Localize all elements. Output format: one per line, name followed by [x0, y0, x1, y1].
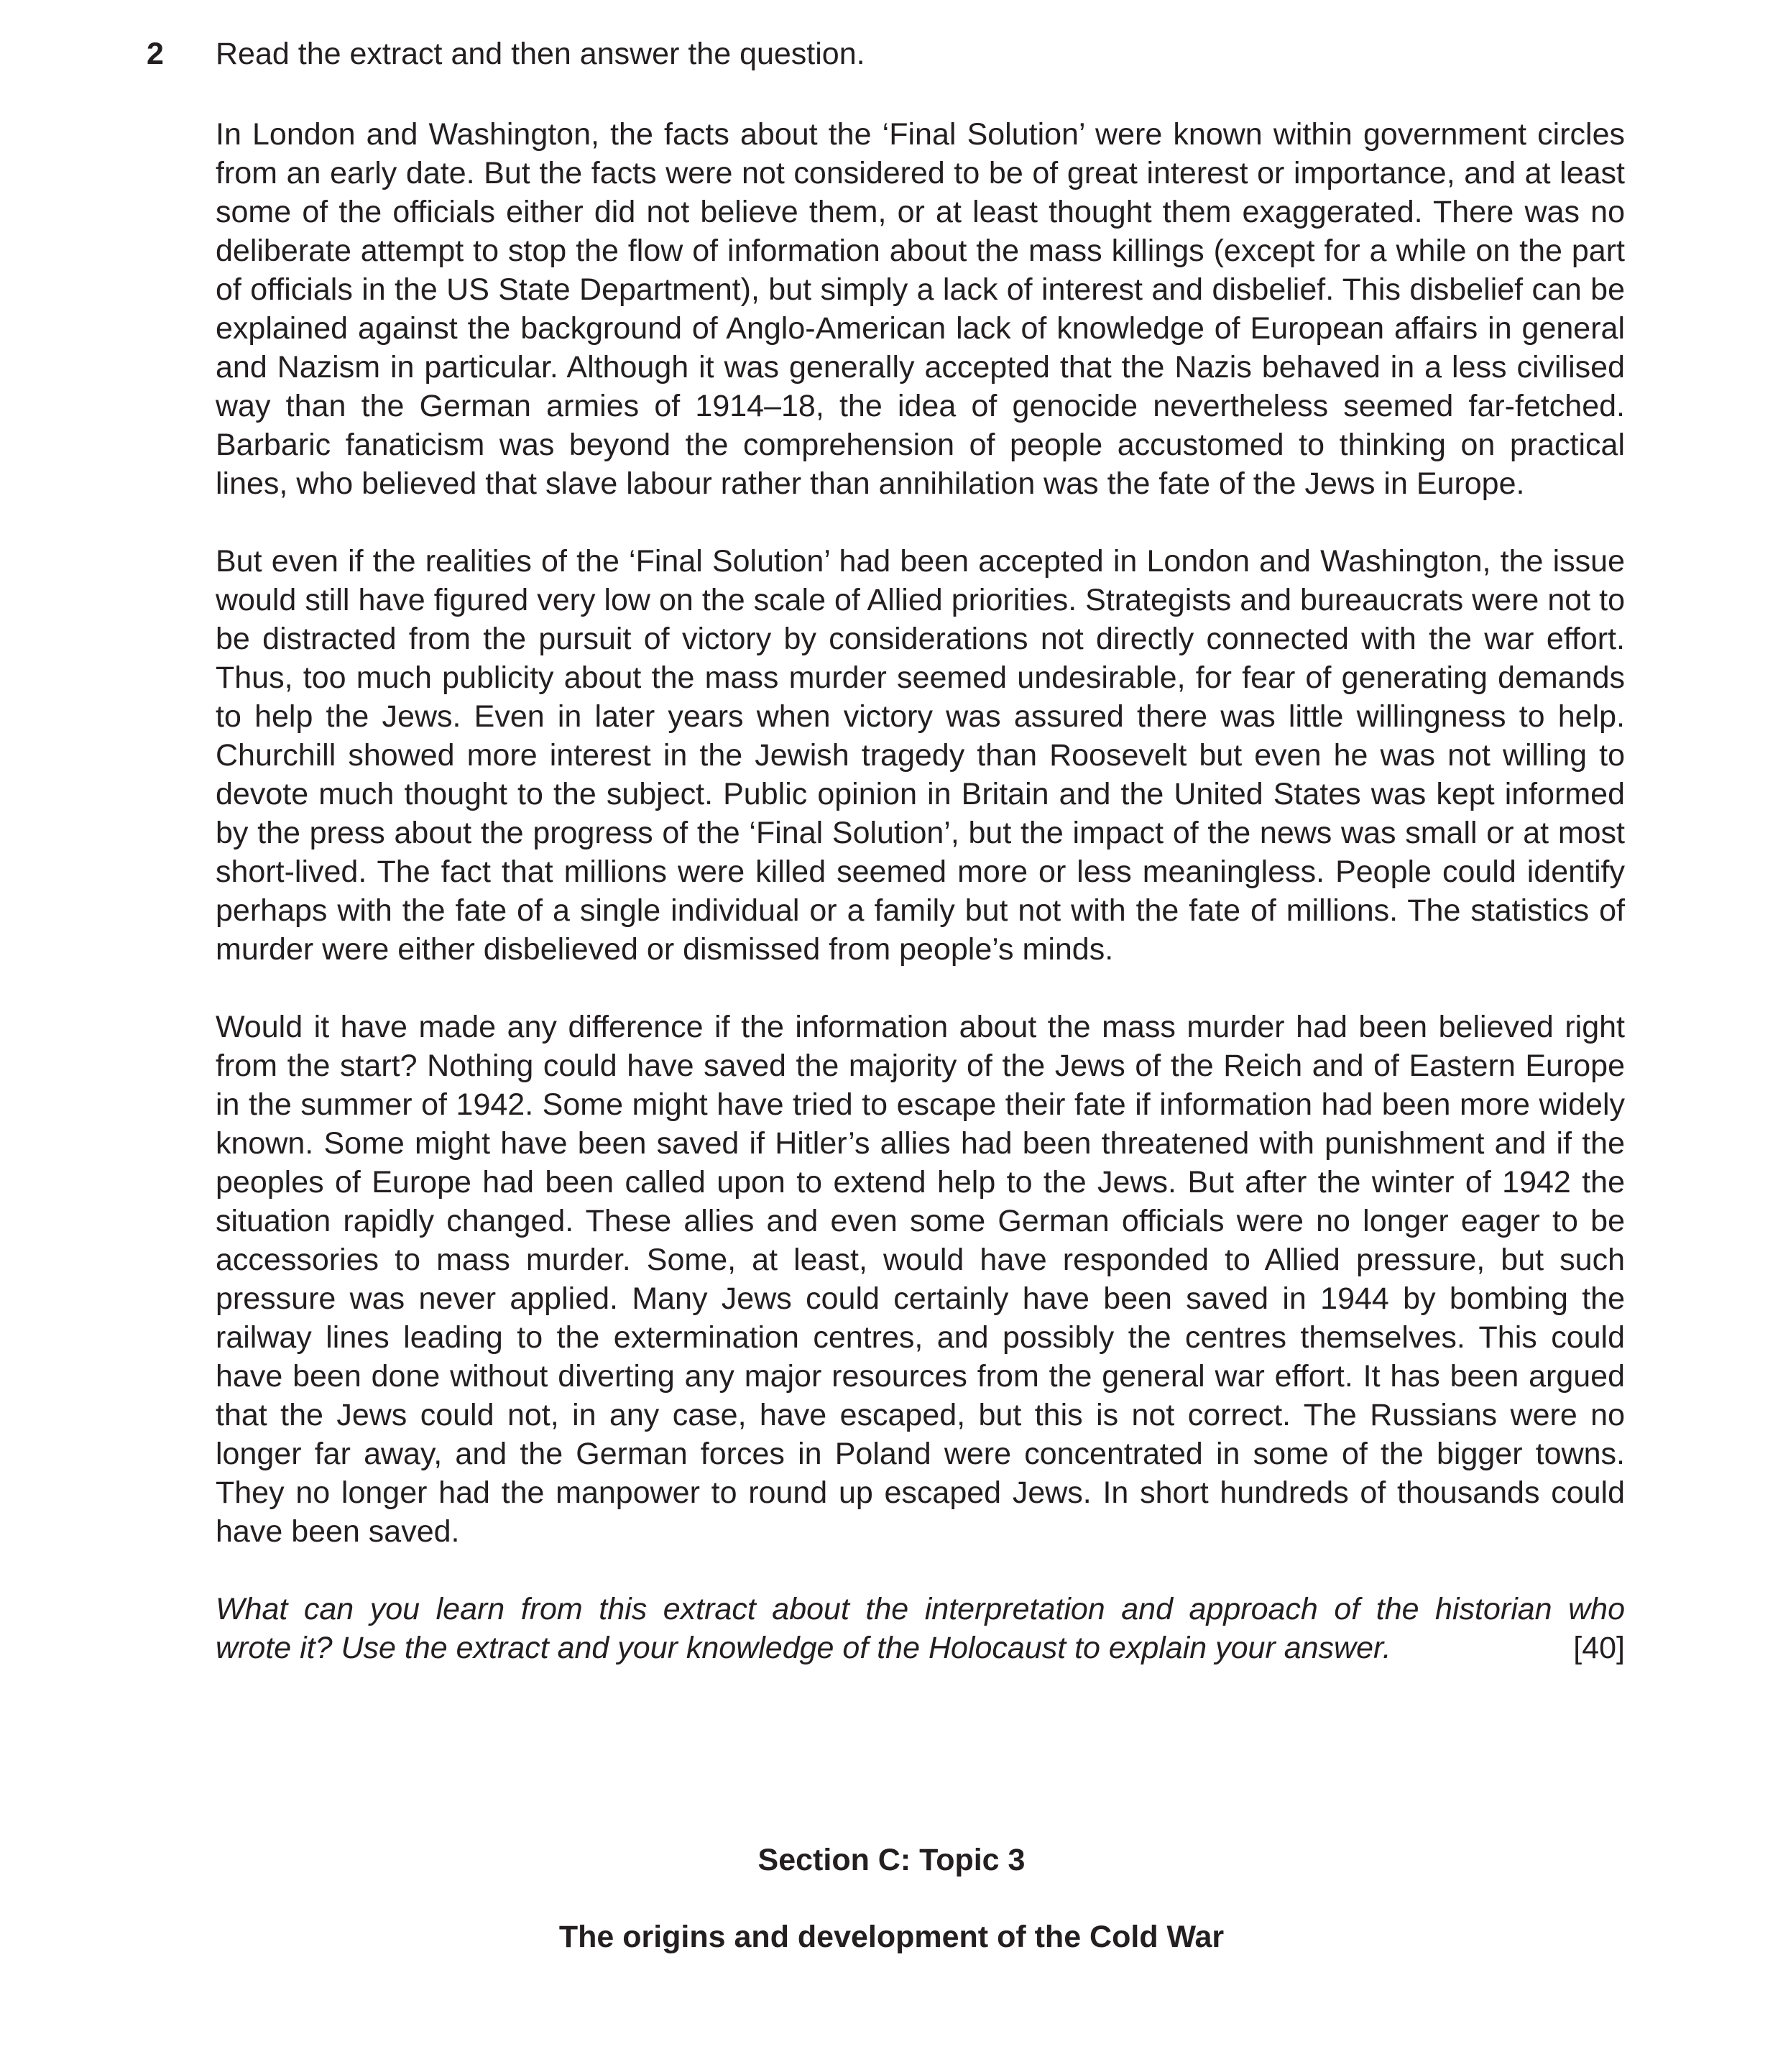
question-prompt	[216, 1590, 1625, 1667]
question-instruction: Read the extract and then answer the question.	[216, 37, 865, 71]
extract-paragraph-3: Would it have made any difference if the information about the mass murder had been believed right from the start? Nothing could have saved the majority of the Jews of the Reich and of Eastern Europe in the summer of 1942. Some might have tried to escape their fate if information had been more widely known. Some might have been saved if Hitler’s allies had been threatened with punishment and if the peoples of Europe had been called upon to extend help to the Jews. But after the winter of 1942 the situation rapidly changed. These allies and even some German officials were no longer eager to be accessories to mass murder. Some, at least, would have responded to Allied pressure, but such pressure was never applied. Many Jews could certainly have been saved in 1944 by bombing the railway lines leading to the extermination centres, and possibly the centres themselves. This could have been done without diverting any major resources from the general war effort. It has been argued that the Jews could not, in any case, have escaped, but this is not correct. The Russians were no longer far away, and the German forces in Poland were concentrated in some of the bigger towns. They no longer had the manpower to round up escaped Jews. In short hundreds of thousands could have been saved.	[216, 1010, 1625, 1549]
section-subtitle: The origins and development of the Cold War	[558, 1920, 1225, 1954]
extract-paragraph-1: In London and Washington, the facts about the ‘Final Solution’ were known within government circles from an early date. But the facts were not considered to be of great interest or importance, and at least some of the officials either did not believe them, or at least thought them exaggerated. There was no deliberate attempt to stop the flow of information about the mass killings (except for a while on the part of officials in the US State Department), but simply a lack of interest and disbelief. This disbelief can be explained against the background of Anglo-American lack of knowledge of European affairs in general and Nazism in particular. Although it was generally accepted that the Nazis behaved in a less civilised way than the German armies of 1914–18, the idea of genocide nevertheless seemed far-fetched. Barbaric fanaticism was beyond the comprehension of people accustomed to thinking on practical lines, who believed that slave labour rather than annihilation was the fate of the Jews in Europe.	[216, 117, 1625, 501]
question-prompt-line-2: wrote it? Use the extract and your knowledge of the Holocaust to explain your answer.	[216, 1631, 1391, 1665]
question-marks: [40]	[1573, 1631, 1625, 1665]
extract-paragraph-2: But even if the realities of the ‘Final Solution’ had been accepted in London and Washington, the issue would still have figured very low on the scale of Allied priorities. Strategists and bureaucrats were not to be distracted from the pursuit of victory by considerations not directly connected with the war effort. Thus, too much publicity about the mass murder seemed undesirable, for fear of generating demands to help the Jews. Even in later years when victory was assured there was little willingness to help. Churchill showed more interest in the Jewish tragedy than Roosevelt but even he was not willing to devote much thought to the subject. Public opinion in Britain and the United States was kept informed by the press about the progress of the ‘Final Solution’, but the impact of the news was small or at most short-lived. The fact that millions were killed seemed more or less meaningless. People could identify perhaps with the fate of a single individual or a family but not with the fate of millions. The statistics of murder were either disbelieved or dismissed from people’s minds.	[216, 544, 1625, 967]
question-content	[216, 32, 1625, 1667]
question-number: 2	[147, 37, 164, 71]
section-title: Section C: Topic 3	[757, 1843, 1026, 1877]
question-prompt-line-1: What can you learn from this extract about the interpretation and approach of the historian who	[216, 1592, 1625, 1626]
